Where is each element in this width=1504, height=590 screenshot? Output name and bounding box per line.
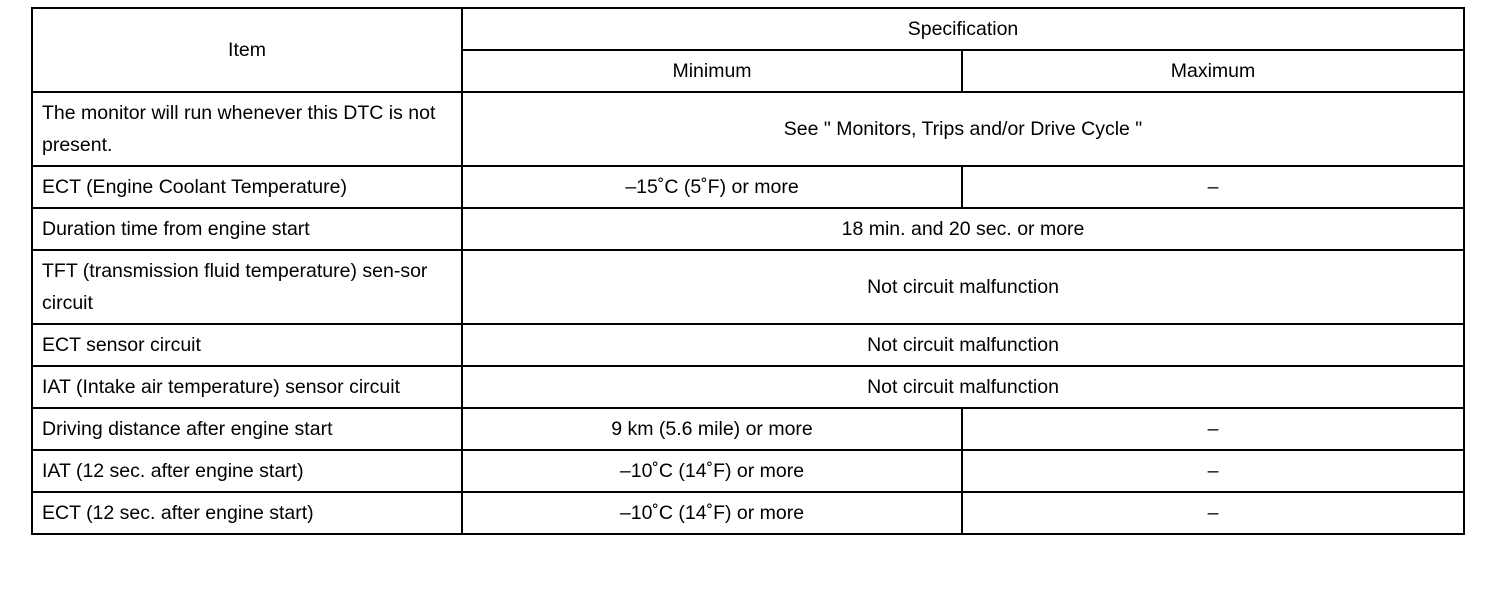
row-item: TFT (transmission fluid temperature) sen-sor circuit [32,250,462,324]
row-item: IAT (12 sec. after engine start) [32,450,462,492]
table-row [32,92,1464,166]
table-row [32,250,1464,324]
row-minimum: 9 km (5.6 mile) or more [462,408,962,450]
row-maximum: – [962,492,1464,534]
row-minimum: –10˚C (14˚F) or more [462,450,962,492]
table-row [32,324,1464,366]
row-specification: Not circuit malfunction [462,366,1464,408]
row-item: ECT sensor circuit [32,324,462,366]
header-minimum: Minimum [462,50,962,92]
specification-table [31,7,1465,535]
row-item: ECT (Engine Coolant Temperature) [32,166,462,208]
header-specification: Specification [462,8,1464,50]
row-minimum: –10˚C (14˚F) or more [462,492,962,534]
row-item: ECT (12 sec. after engine start) [32,492,462,534]
row-specification: 18 min. and 20 sec. or more [462,208,1464,250]
row-item: Duration time from engine start [32,208,462,250]
row-specification: Not circuit malfunction [462,250,1464,324]
table-row [32,366,1464,408]
row-specification: Not circuit malfunction [462,324,1464,366]
row-item: IAT (Intake air temperature) sensor circuit [32,366,462,408]
row-specification: See " Monitors, Trips and/or Drive Cycle " [462,92,1464,166]
table-row [32,166,1464,208]
row-maximum: – [962,408,1464,450]
row-maximum: – [962,450,1464,492]
table-row [32,408,1464,450]
header-item: Item [32,8,462,92]
table-row [32,492,1464,534]
row-minimum: –15˚C (5˚F) or more [462,166,962,208]
table-row [32,450,1464,492]
table-row [32,208,1464,250]
header-maximum: Maximum [962,50,1464,92]
header-row [32,8,1464,50]
row-maximum: – [962,166,1464,208]
row-item: Driving distance after engine start [32,408,462,450]
row-item: The monitor will run whenever this DTC is not present. [32,92,462,166]
